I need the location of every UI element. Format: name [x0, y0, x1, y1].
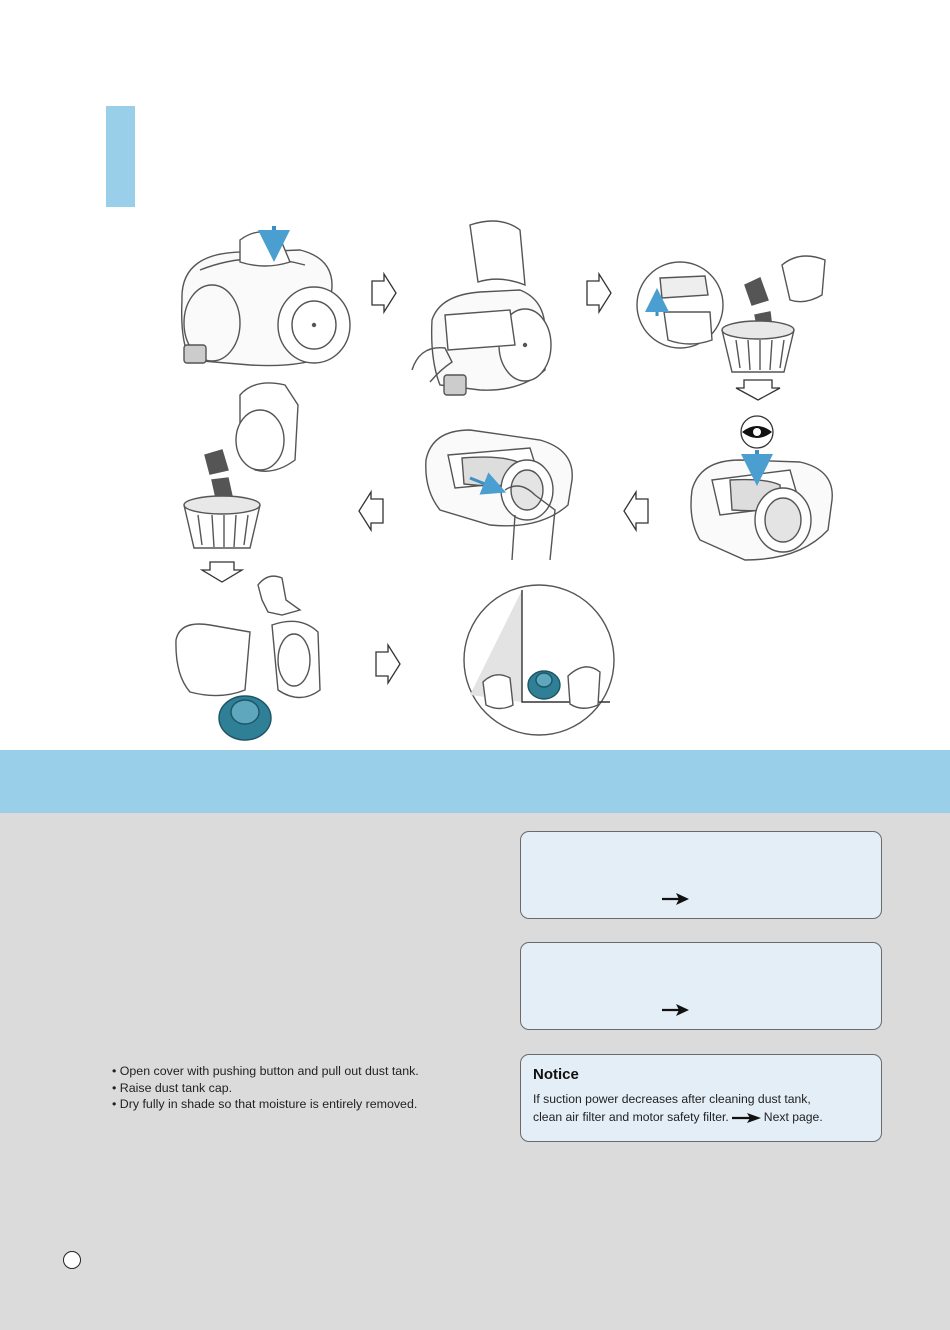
instruction-bullets — [112, 1063, 502, 1113]
flow-arrow-right-1 — [372, 274, 396, 312]
notice-line-1: If suction power decreases after cleaning dust tank, — [533, 1092, 811, 1106]
step-3-empty-tank-illustration — [637, 256, 825, 372]
page-number-circle — [63, 1251, 81, 1269]
step-2-pull-tank-illustration — [412, 221, 551, 395]
step-1-press-button-illustration — [182, 226, 350, 366]
notice-line-2 — [533, 1108, 869, 1126]
eye-icon — [741, 416, 773, 448]
step-6-empty-filter-illustration — [184, 383, 298, 548]
right-arrow-icon — [662, 1004, 690, 1016]
notice-box — [520, 1054, 882, 1142]
step-8-dry-parts-illustration — [464, 585, 614, 735]
notice-line-2-text: clean air filter and motor safety filter. — [533, 1110, 729, 1124]
notice-title: Notice — [533, 1066, 579, 1083]
step-4-check-filter-illustration — [691, 450, 832, 560]
flow-arrow-down-2 — [202, 562, 242, 582]
right-arrow-icon — [662, 893, 690, 905]
flow-arrow-right-3 — [376, 645, 400, 683]
section-header-band — [0, 750, 950, 813]
bullet-item: • Dry fully in shade so that moisture is entirely removed. — [112, 1097, 418, 1111]
step-5-remove-filter-illustration — [426, 430, 572, 560]
step-7-wash-parts-illustration — [176, 576, 320, 740]
bullet-item: • Raise dust tank cap. — [112, 1080, 233, 1095]
flow-arrow-left-2 — [359, 492, 383, 530]
info-box-1 — [520, 831, 882, 919]
flow-arrow-down-1 — [736, 380, 780, 400]
bullet-item: • Open cover with pushing button and pull out dust tank. — [112, 1064, 419, 1078]
flow-arrow-left-1 — [624, 492, 648, 530]
right-arrow-icon — [732, 1113, 762, 1123]
info-box-2 — [520, 942, 882, 1030]
notice-text — [533, 1090, 869, 1126]
flow-arrow-right-2 — [587, 274, 611, 312]
next-page-link: Next page. — [763, 1110, 823, 1124]
